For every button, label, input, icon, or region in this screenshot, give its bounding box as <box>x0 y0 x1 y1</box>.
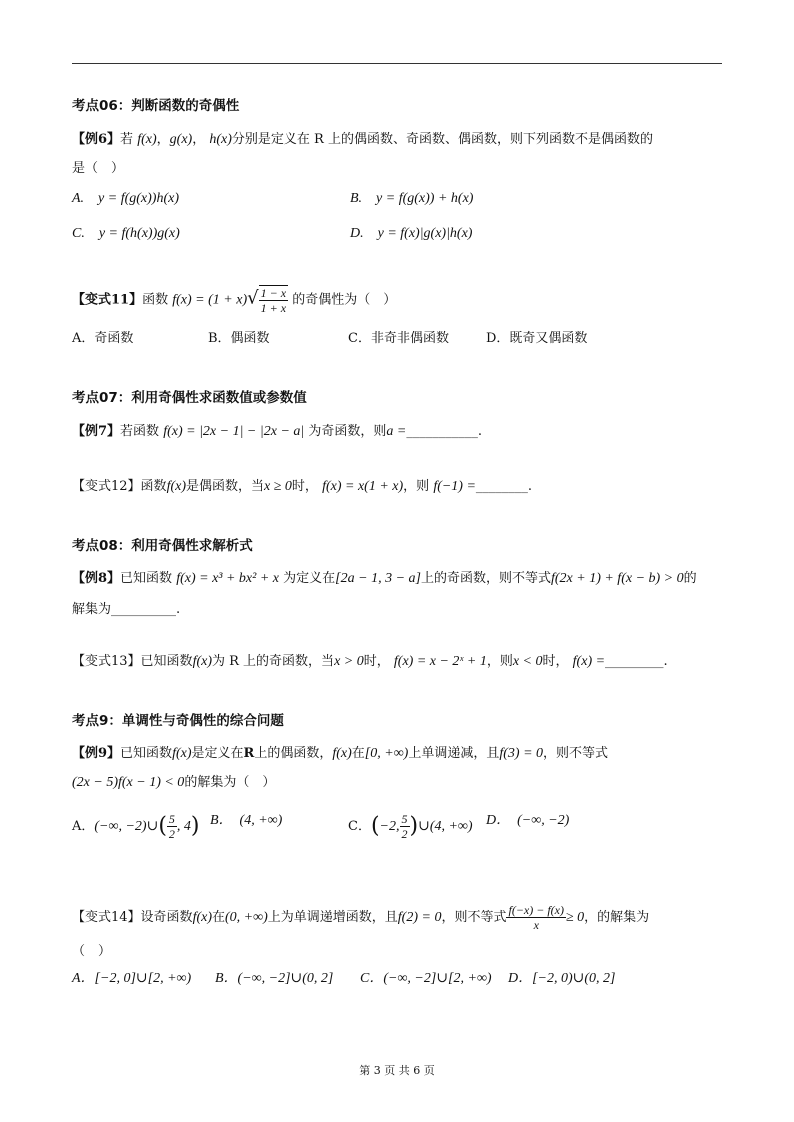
answer-blank: ___________. <box>406 424 482 439</box>
example-7-line: 【例7】若函数 f(x) = |2x − 1| − |2x − a| 为奇函数，则a =___________. <box>72 424 482 439</box>
answer-blank: _________. <box>605 654 668 669</box>
example-tag: 【例6】 <box>72 132 121 147</box>
section-heading-09: 考点9：单调性与奇偶性的综合问题 <box>72 713 284 729</box>
option-b: B．(−∞, −2]∪(0, 2] <box>215 971 334 986</box>
example-tag: 【例8】 <box>72 571 121 586</box>
option-d: D．[−2, 0)∪(0, 2] <box>508 971 616 986</box>
example-tag: 【例9】 <box>72 746 121 761</box>
option-b: B. y = f(g(x)) + h(x) <box>350 191 474 206</box>
option-b: B．偶函数 <box>208 331 270 346</box>
variant-tag: 【变式13】 <box>72 654 141 669</box>
option-c: C．(−∞, −2]∪[2, +∞) <box>360 971 492 986</box>
option-c: C．(−2, $\frac{5}{2}$ )∪(4, +∞) <box>348 812 473 841</box>
option-c: C. y = f(h(x))g(x) <box>72 226 180 241</box>
option-c: C．非奇非偶函数 <box>348 331 449 346</box>
option-b: B． (4, +∞) <box>210 813 283 828</box>
section-heading-06: 考点06：判断函数的奇偶性 <box>72 98 240 114</box>
variant-tag: 【变式14】 <box>72 910 141 925</box>
section-heading-07: 考点07：利用奇偶性求函数值或参数值 <box>72 390 307 406</box>
option-d: D. y = f(x)|g(x)|h(x) <box>350 226 473 241</box>
fraction: $\frac{1 - x}{1 + x}$ <box>260 286 287 315</box>
option-d: D．既奇又偶函数 <box>486 331 588 346</box>
variant-14-line-1: 【变式14】设奇函数f(x)在(0, +∞)上为单调递增函数，且f(2) = 0，则不等式 $\frac{f(-x) - f(x)}{x}$ ≥ 0，的解集为 <box>72 903 650 932</box>
variant-11-line: 【变式11】函数 f(x) = (1 + x)√ $\frac{1 - x}{1 + x}$ 的奇偶性为（ ） <box>72 286 397 315</box>
fraction: $\frac{f(-x) - f(x)}{x}$ <box>508 903 564 932</box>
variant-tag: 【变式12】 <box>72 479 141 494</box>
page-footer: 第 3 页 共 6 页 <box>359 1064 435 1077</box>
header-rule <box>72 63 722 64</box>
variant-tag: 【变式11】 <box>72 292 143 308</box>
example-9-line-2: (2x − 5)f(x − 1) < 0的解集为（ ） <box>72 775 276 790</box>
example-8-line-1: 【例8】已知函数 f(x) = x³ + bx² + x 为定义在[2a − 1, 3 − a]上的奇函数，则不等式f(2x + 1) + f(x − b) > 0的 <box>72 571 697 586</box>
option-d: D． (−∞, −2) <box>486 813 570 828</box>
example-8-line-2: 解集为__________. <box>72 602 181 617</box>
answer-blank: __________. <box>111 602 181 617</box>
example-9-line-1: 【例9】已知函数f(x)是定义在R上的偶函数，f(x)在[0, +∞)上单调递减，且f(3) = 0，则不等式 <box>72 746 609 761</box>
section-heading-08: 考点08：利用奇偶性求解析式 <box>72 538 253 554</box>
example-6-line-1: 【例6】若 f(x)，g(x)， h(x)分别是定义在 R 上的偶函数、奇函数、偶函数，则下列函数不是偶函数的 <box>72 132 653 147</box>
option-a: A．奇函数 <box>72 331 134 346</box>
example-tag: 【例7】 <box>72 424 121 439</box>
sqrt-sign: √ <box>247 287 259 309</box>
example-6-line-2: 是（ ） <box>72 161 125 176</box>
answer-blank: ________. <box>475 479 533 494</box>
option-a: A．[−2, 0]∪[2, +∞) <box>72 971 192 986</box>
option-a: A．(−∞, −2)∪( $\frac{5}{2}$ , 4) <box>72 812 200 841</box>
option-a: A. y = f(g(x))h(x) <box>72 191 180 206</box>
variant-14-line-2: （ ） <box>72 944 112 959</box>
variant-13-line: 【变式13】已知函数f(x)为 R 上的奇函数，当x > 0时， f(x) = x − 2ˣ + 1，则x < 0时， f(x) =_________. <box>72 654 668 669</box>
variant-12-line: 【变式12】函数f(x)是偶函数，当x ≥ 0时， f(x) = x(1 + x)，则 f(−1) =________. <box>72 479 533 494</box>
